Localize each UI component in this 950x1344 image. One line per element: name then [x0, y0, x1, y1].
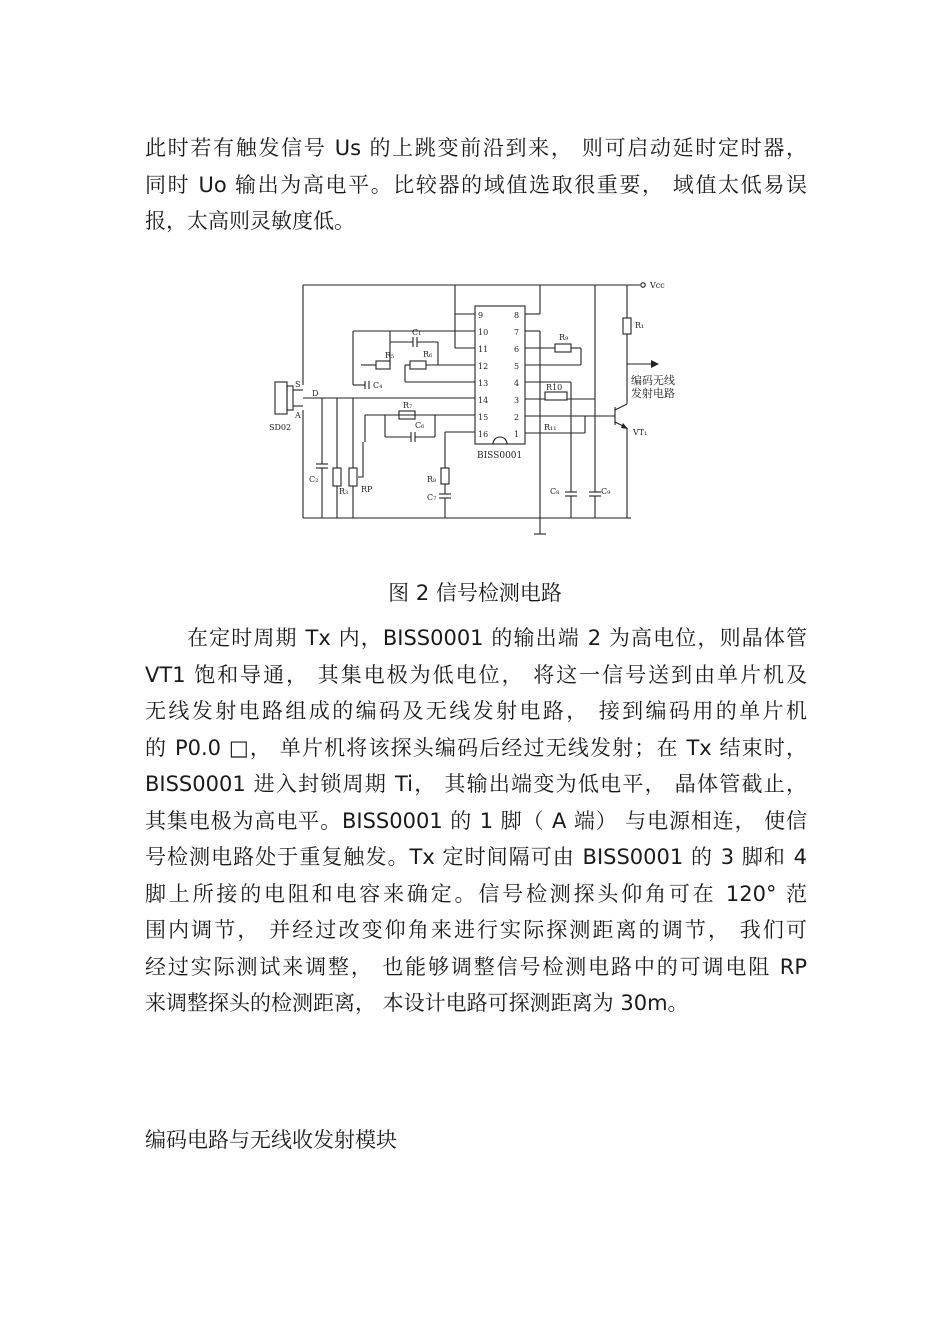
- c9-label: C₉: [601, 487, 611, 496]
- chip-pin-11: 11: [478, 345, 489, 354]
- paragraph-comparator-threshold: [145, 130, 807, 240]
- chip-pin-1: 1: [514, 430, 520, 439]
- sensor-pin-a: A: [295, 411, 301, 420]
- chip-pin-2: 2: [514, 413, 520, 422]
- c8-label: C₈: [550, 487, 560, 496]
- r1-label: R₁: [635, 321, 645, 330]
- chip-label: BISS0001: [477, 451, 523, 461]
- r5-label: R₅: [385, 351, 395, 360]
- figure-caption: 图 2 信号检测电路: [388, 581, 562, 605]
- chip-pin-10: 10: [478, 328, 489, 337]
- c2-label: C₂: [309, 475, 319, 484]
- sensor-pin-s: S: [295, 380, 301, 389]
- chip-pin-3: 3: [514, 396, 520, 405]
- chip-pin-6: 6: [514, 345, 520, 354]
- r10-label: R10: [546, 383, 563, 392]
- chip-pin-14: 14: [478, 396, 489, 405]
- vt1-label: VT₁: [633, 428, 648, 437]
- chip-pin-5: 5: [514, 362, 520, 371]
- chip-pin-13: 13: [478, 379, 489, 388]
- text-line: 无线发射电路组成的编码及无线发射电路， 接到编码用的单片机: [145, 699, 807, 723]
- text-line: 其集电极为高电平。BISS0001 的 1 脚（ A 端） 与电源相连， 使信: [145, 808, 807, 833]
- chip-pin-12: 12: [478, 362, 489, 371]
- circuit-diagram: [265, 272, 685, 544]
- r7-label: R₇: [403, 401, 413, 410]
- c7-label: C₇: [427, 493, 437, 502]
- text-line: 号检测电路处于重复触发。Tx 定时间隔可由 BISS0001 的 3 脚和 4: [145, 845, 807, 869]
- r8-label: R₈: [427, 475, 437, 484]
- r3-label: R₃: [339, 487, 349, 496]
- text-line: 报，太高则灵敏度低。: [145, 209, 355, 233]
- chip-pin-15: 15: [478, 413, 489, 422]
- text-line: 脚上所接的电阻和电容来确定。信号检测探头仰角可在 120° 范: [145, 881, 807, 906]
- r6-label: R₆: [423, 350, 433, 359]
- node-d-label: D: [312, 389, 319, 398]
- text-line: VT1 饱和导通， 其集电极为低电位， 将这一信号送到由单片机及: [145, 662, 807, 687]
- text-line: 同时 Uo 输出为高电平。比较器的域值选取很重要， 域值太低易误: [145, 172, 807, 197]
- section-heading: 编码电路与无线收发射模块: [145, 1128, 397, 1152]
- module-line1: 编码无线: [631, 374, 675, 387]
- paragraph-timing-explanation: [145, 620, 807, 1022]
- chip-pin-16: 16: [478, 430, 489, 439]
- vcc-label: Vcc: [650, 281, 665, 290]
- r11-label: R₁₁: [544, 423, 557, 432]
- module-line2: 发射电路: [631, 387, 675, 400]
- text-line: 经过实际测试来调整， 也能够调整信号检测电路中的可调电阻 RP: [145, 954, 807, 979]
- chip-pin-4: 4: [514, 379, 520, 388]
- c6-label: C₆: [415, 421, 425, 430]
- rp-label: RP: [361, 485, 373, 494]
- c4-label: C₄: [373, 381, 383, 390]
- chip-pin-8: 8: [514, 311, 520, 320]
- c1-label: C₁: [412, 328, 422, 337]
- text-line: 围内调节， 并经过改变仰角来进行实际探测距离的调节， 我们可: [145, 918, 807, 942]
- r9-label: R₉: [559, 333, 569, 342]
- text-line: 此时若有触发信号 Us 的上跳变前沿到来， 则可启动延时定时器，: [145, 136, 807, 160]
- text-line: 来调整探头的检测距离， 本设计电路可探测距离为 30m。: [145, 991, 689, 1015]
- chip-pin-7: 7: [514, 328, 520, 337]
- chip-pin-9: 9: [478, 311, 484, 320]
- text-line: 的 P0.0 □， 单片机将该探头编码后经过无线发射；在 Tx 结束时，: [145, 735, 807, 760]
- text-line: 在定时周期 Tx 内，BISS0001 的输出端 2 为高电位，则晶体管: [187, 626, 807, 650]
- sensor-label: SD02: [269, 423, 292, 432]
- text-line: BISS0001 进入封锁周期 Ti， 其输出端变为低电平， 晶体管截止，: [145, 772, 807, 796]
